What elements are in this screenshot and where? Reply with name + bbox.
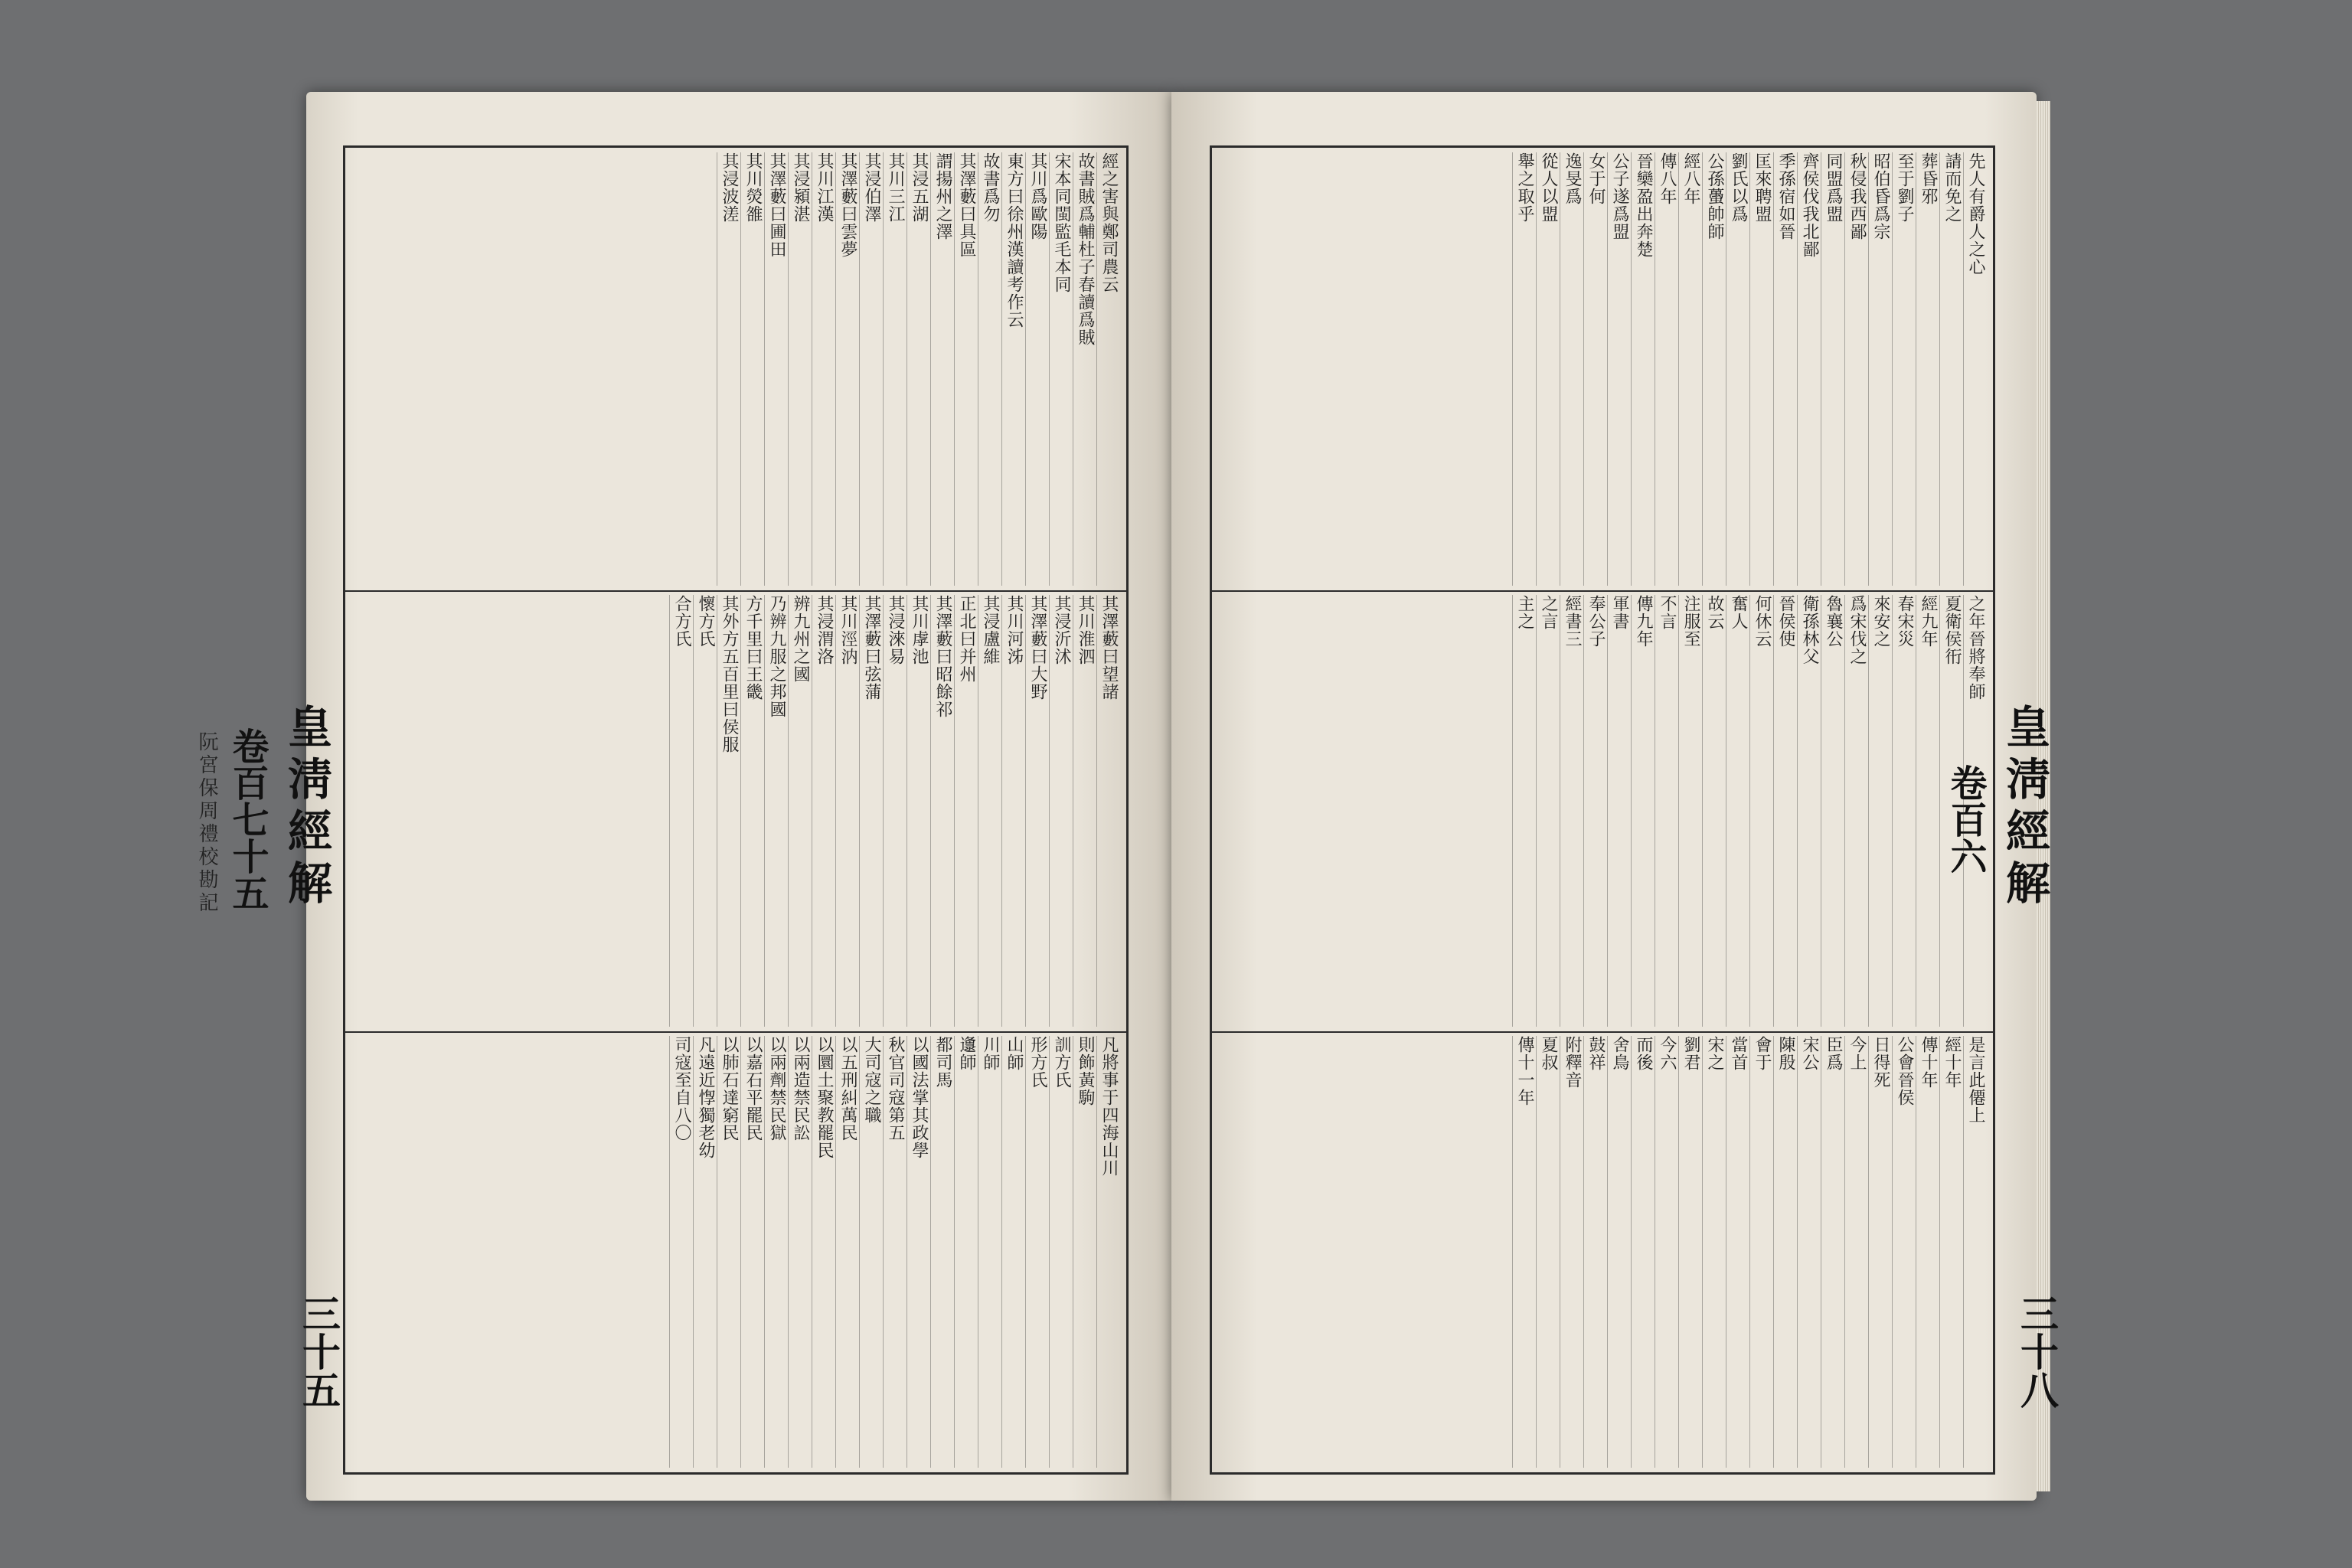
text-column: 陳殷 — [1773, 1036, 1797, 1468]
text-column: 昭伯昏爲宗 — [1868, 152, 1892, 586]
text-column: 故書爲勿 — [978, 152, 1001, 586]
text-column: 今六 — [1655, 1036, 1678, 1468]
text-column: 同盟爲盟 — [1821, 152, 1844, 586]
text-column: 鼓祥 — [1583, 1036, 1607, 1468]
text-column: 衛孫林父 — [1797, 595, 1821, 1027]
text-column: 不言 — [1655, 595, 1678, 1027]
text-column: 之言 — [1536, 595, 1560, 1027]
text-column: 夏衛侯衎 — [1939, 595, 1963, 1027]
text-column: 以兩造禁民訟 — [788, 1036, 812, 1468]
text-column: 其浸沂沭 — [1049, 595, 1073, 1027]
text-column: 附釋音 — [1560, 1036, 1583, 1468]
open-book — [195, 92, 2060, 1501]
text-column: 以五刑糾萬民 — [835, 1036, 859, 1468]
text-column: 司寇至自八〇 — [669, 1036, 693, 1468]
text-column: 其浸盧維 — [978, 595, 1001, 1027]
text-column: 舍鳥 — [1607, 1036, 1631, 1468]
text-column: 宋公 — [1797, 1036, 1821, 1468]
text-column: 其澤藪曰雲夢 — [835, 152, 859, 586]
text-column: 其川爲歐陽 — [1025, 152, 1049, 586]
text-band-top — [1212, 148, 1993, 592]
text-column: 秋侵我西鄙 — [1844, 152, 1868, 586]
text-column: 則飾黃駒 — [1073, 1036, 1096, 1468]
text-column: 宋本同閩監毛本同 — [1049, 152, 1073, 586]
running-title: 皇淸經解 — [1998, 704, 2050, 912]
text-column: 其川熒雒 — [740, 152, 764, 586]
text-band-bottom — [345, 1031, 1126, 1472]
text-column: 宋之 — [1702, 1036, 1726, 1468]
text-frame — [1210, 145, 1995, 1475]
text-column: 其浸伯澤 — [859, 152, 883, 586]
text-column: 謂揚州之澤 — [930, 152, 954, 586]
text-band-middle — [345, 590, 1126, 1033]
text-column: 之年晉將奉師 — [1963, 595, 1987, 1027]
text-column: 逸旻爲 — [1560, 152, 1583, 586]
text-column: 故云 — [1702, 595, 1726, 1027]
text-column: 其浸五湖 — [906, 152, 930, 586]
left-margin-strip — [195, 145, 341, 1470]
text-column: 秋官司寇第五 — [883, 1036, 906, 1468]
text-column: 劉君 — [1678, 1036, 1702, 1468]
text-column: 其川虖池 — [906, 595, 930, 1027]
chapter-number: 卷百六 — [1944, 764, 1987, 874]
text-column: 都司馬 — [930, 1036, 954, 1468]
text-column: 凡將事于四海山川 — [1096, 1036, 1120, 1468]
text-column: 以肺石達窮民 — [717, 1036, 740, 1468]
text-column: 傳十年 — [1916, 1036, 1939, 1468]
text-column: 訓方氏 — [1049, 1036, 1073, 1468]
text-column: 以圜土聚教罷民 — [812, 1036, 835, 1468]
text-column: 魯襄公 — [1821, 595, 1844, 1027]
text-column: 主之 — [1512, 595, 1536, 1027]
text-column: 凡遠近惸獨老幼 — [693, 1036, 717, 1468]
text-column: 奮人 — [1726, 595, 1749, 1027]
text-column: 乃辨九服之邦國 — [764, 595, 788, 1027]
text-column: 經書三 — [1560, 595, 1583, 1027]
folio-number: 三十八 — [2014, 1294, 2060, 1409]
chapter-number: 卷百七十五 — [226, 727, 269, 911]
running-title: 皇淸經解 — [280, 704, 332, 912]
text-column: 來安之 — [1868, 595, 1892, 1027]
text-column: 其浸淶易 — [883, 595, 906, 1027]
text-column: 而後 — [1631, 1036, 1655, 1468]
text-column: 傳八年 — [1655, 152, 1678, 586]
text-column: 其川河泲 — [1001, 595, 1025, 1027]
text-column: 其川淮泗 — [1073, 595, 1096, 1027]
text-column: 其浸潁湛 — [788, 152, 812, 586]
text-column: 經八年 — [1678, 152, 1702, 586]
text-column: 經之害與鄭司農云 — [1096, 152, 1120, 586]
text-column: 形方氏 — [1025, 1036, 1049, 1468]
text-column: 以嘉石平罷民 — [740, 1036, 764, 1468]
text-column: 其川涇汭 — [835, 595, 859, 1027]
text-column: 匡來聘盟 — [1749, 152, 1773, 586]
text-column: 經九年 — [1916, 595, 1939, 1027]
text-column: 傳十一年 — [1512, 1036, 1536, 1468]
text-column: 辨九州之國 — [788, 595, 812, 1027]
text-column: 至于劉子 — [1892, 152, 1916, 586]
text-column: 舉之取乎 — [1512, 152, 1536, 586]
text-column: 大司寇之職 — [859, 1036, 883, 1468]
text-column: 公會晉侯 — [1892, 1036, 1916, 1468]
text-band-top — [345, 148, 1126, 592]
text-column: 川師 — [978, 1036, 1001, 1468]
text-column: 爲宋伐之 — [1844, 595, 1868, 1027]
text-band-middle — [1212, 590, 1993, 1033]
text-column: 葬昏邪 — [1916, 152, 1939, 586]
text-column: 故書賊爲輔杜子春讀爲賊 — [1073, 152, 1096, 586]
text-column: 臣爲 — [1821, 1036, 1844, 1468]
text-column: 今上 — [1844, 1036, 1868, 1468]
text-column: 注服至 — [1678, 595, 1702, 1027]
text-column: 其外方五百里曰侯服 — [717, 595, 740, 1027]
text-column: 正北曰并州 — [954, 595, 978, 1027]
text-column: 夏叔 — [1536, 1036, 1560, 1468]
text-column: 其川江漢 — [812, 152, 835, 586]
text-column: 其澤藪曰望諸 — [1096, 595, 1120, 1027]
text-column: 齊侯伐我北鄙 — [1797, 152, 1821, 586]
text-column: 合方氏 — [669, 595, 693, 1027]
text-column: 請而免之 — [1939, 152, 1963, 586]
text-column: 公孫蠆帥師 — [1702, 152, 1726, 586]
text-column: 劉氏以爲 — [1726, 152, 1749, 586]
text-column: 何休云 — [1749, 595, 1773, 1027]
text-column: 公子遂爲盟 — [1607, 152, 1631, 586]
text-column: 其浸渭洛 — [812, 595, 835, 1027]
text-column: 晉侯使 — [1773, 595, 1797, 1027]
text-column: 方千里曰王畿 — [740, 595, 764, 1027]
text-column: 其川三江 — [883, 152, 906, 586]
text-band-bottom — [1212, 1031, 1993, 1472]
text-column: 日得死 — [1868, 1036, 1892, 1468]
text-column: 其浸波溠 — [717, 152, 740, 586]
text-column: 傳九年 — [1631, 595, 1655, 1027]
right-page — [1171, 92, 2060, 1501]
text-column: 春宋災 — [1892, 595, 1916, 1027]
left-page — [195, 92, 1171, 1501]
text-column: 以兩劑禁民獄 — [764, 1036, 788, 1468]
text-column: 其澤藪曰具區 — [954, 152, 978, 586]
text-column: 當首 — [1726, 1036, 1749, 1468]
text-column: 晉欒盈出奔楚 — [1631, 152, 1655, 586]
text-column: 軍書 — [1607, 595, 1631, 1027]
text-column: 以國法掌其政學 — [906, 1036, 930, 1468]
text-column: 山師 — [1001, 1036, 1025, 1468]
text-column: 先人有爵人之心 — [1963, 152, 1987, 586]
text-column: 季孫宿如晉 — [1773, 152, 1797, 586]
text-column: 其澤藪曰昭餘祁 — [930, 595, 954, 1027]
text-column: 東方曰徐州漢讀考作云 — [1001, 152, 1025, 586]
folio-number: 三十五 — [296, 1294, 341, 1409]
text-column: 經十年 — [1939, 1036, 1963, 1468]
text-frame — [343, 145, 1129, 1475]
text-column: 懷方氏 — [693, 595, 717, 1027]
text-column: 從人以盟 — [1536, 152, 1560, 586]
text-column: 其澤藪曰圃田 — [764, 152, 788, 586]
text-column: 是言此僊上 — [1963, 1036, 1987, 1468]
text-column: 女于何 — [1583, 152, 1607, 586]
text-column: 奉公子 — [1583, 595, 1607, 1027]
text-column: 其澤藪曰弦蒲 — [859, 595, 883, 1027]
text-column: 其澤藪曰大野 — [1025, 595, 1049, 1027]
editor-note: 阮宮保周禮校勘記 — [195, 731, 218, 915]
text-column: 會于 — [1749, 1036, 1773, 1468]
text-column: 邍師 — [954, 1036, 978, 1468]
